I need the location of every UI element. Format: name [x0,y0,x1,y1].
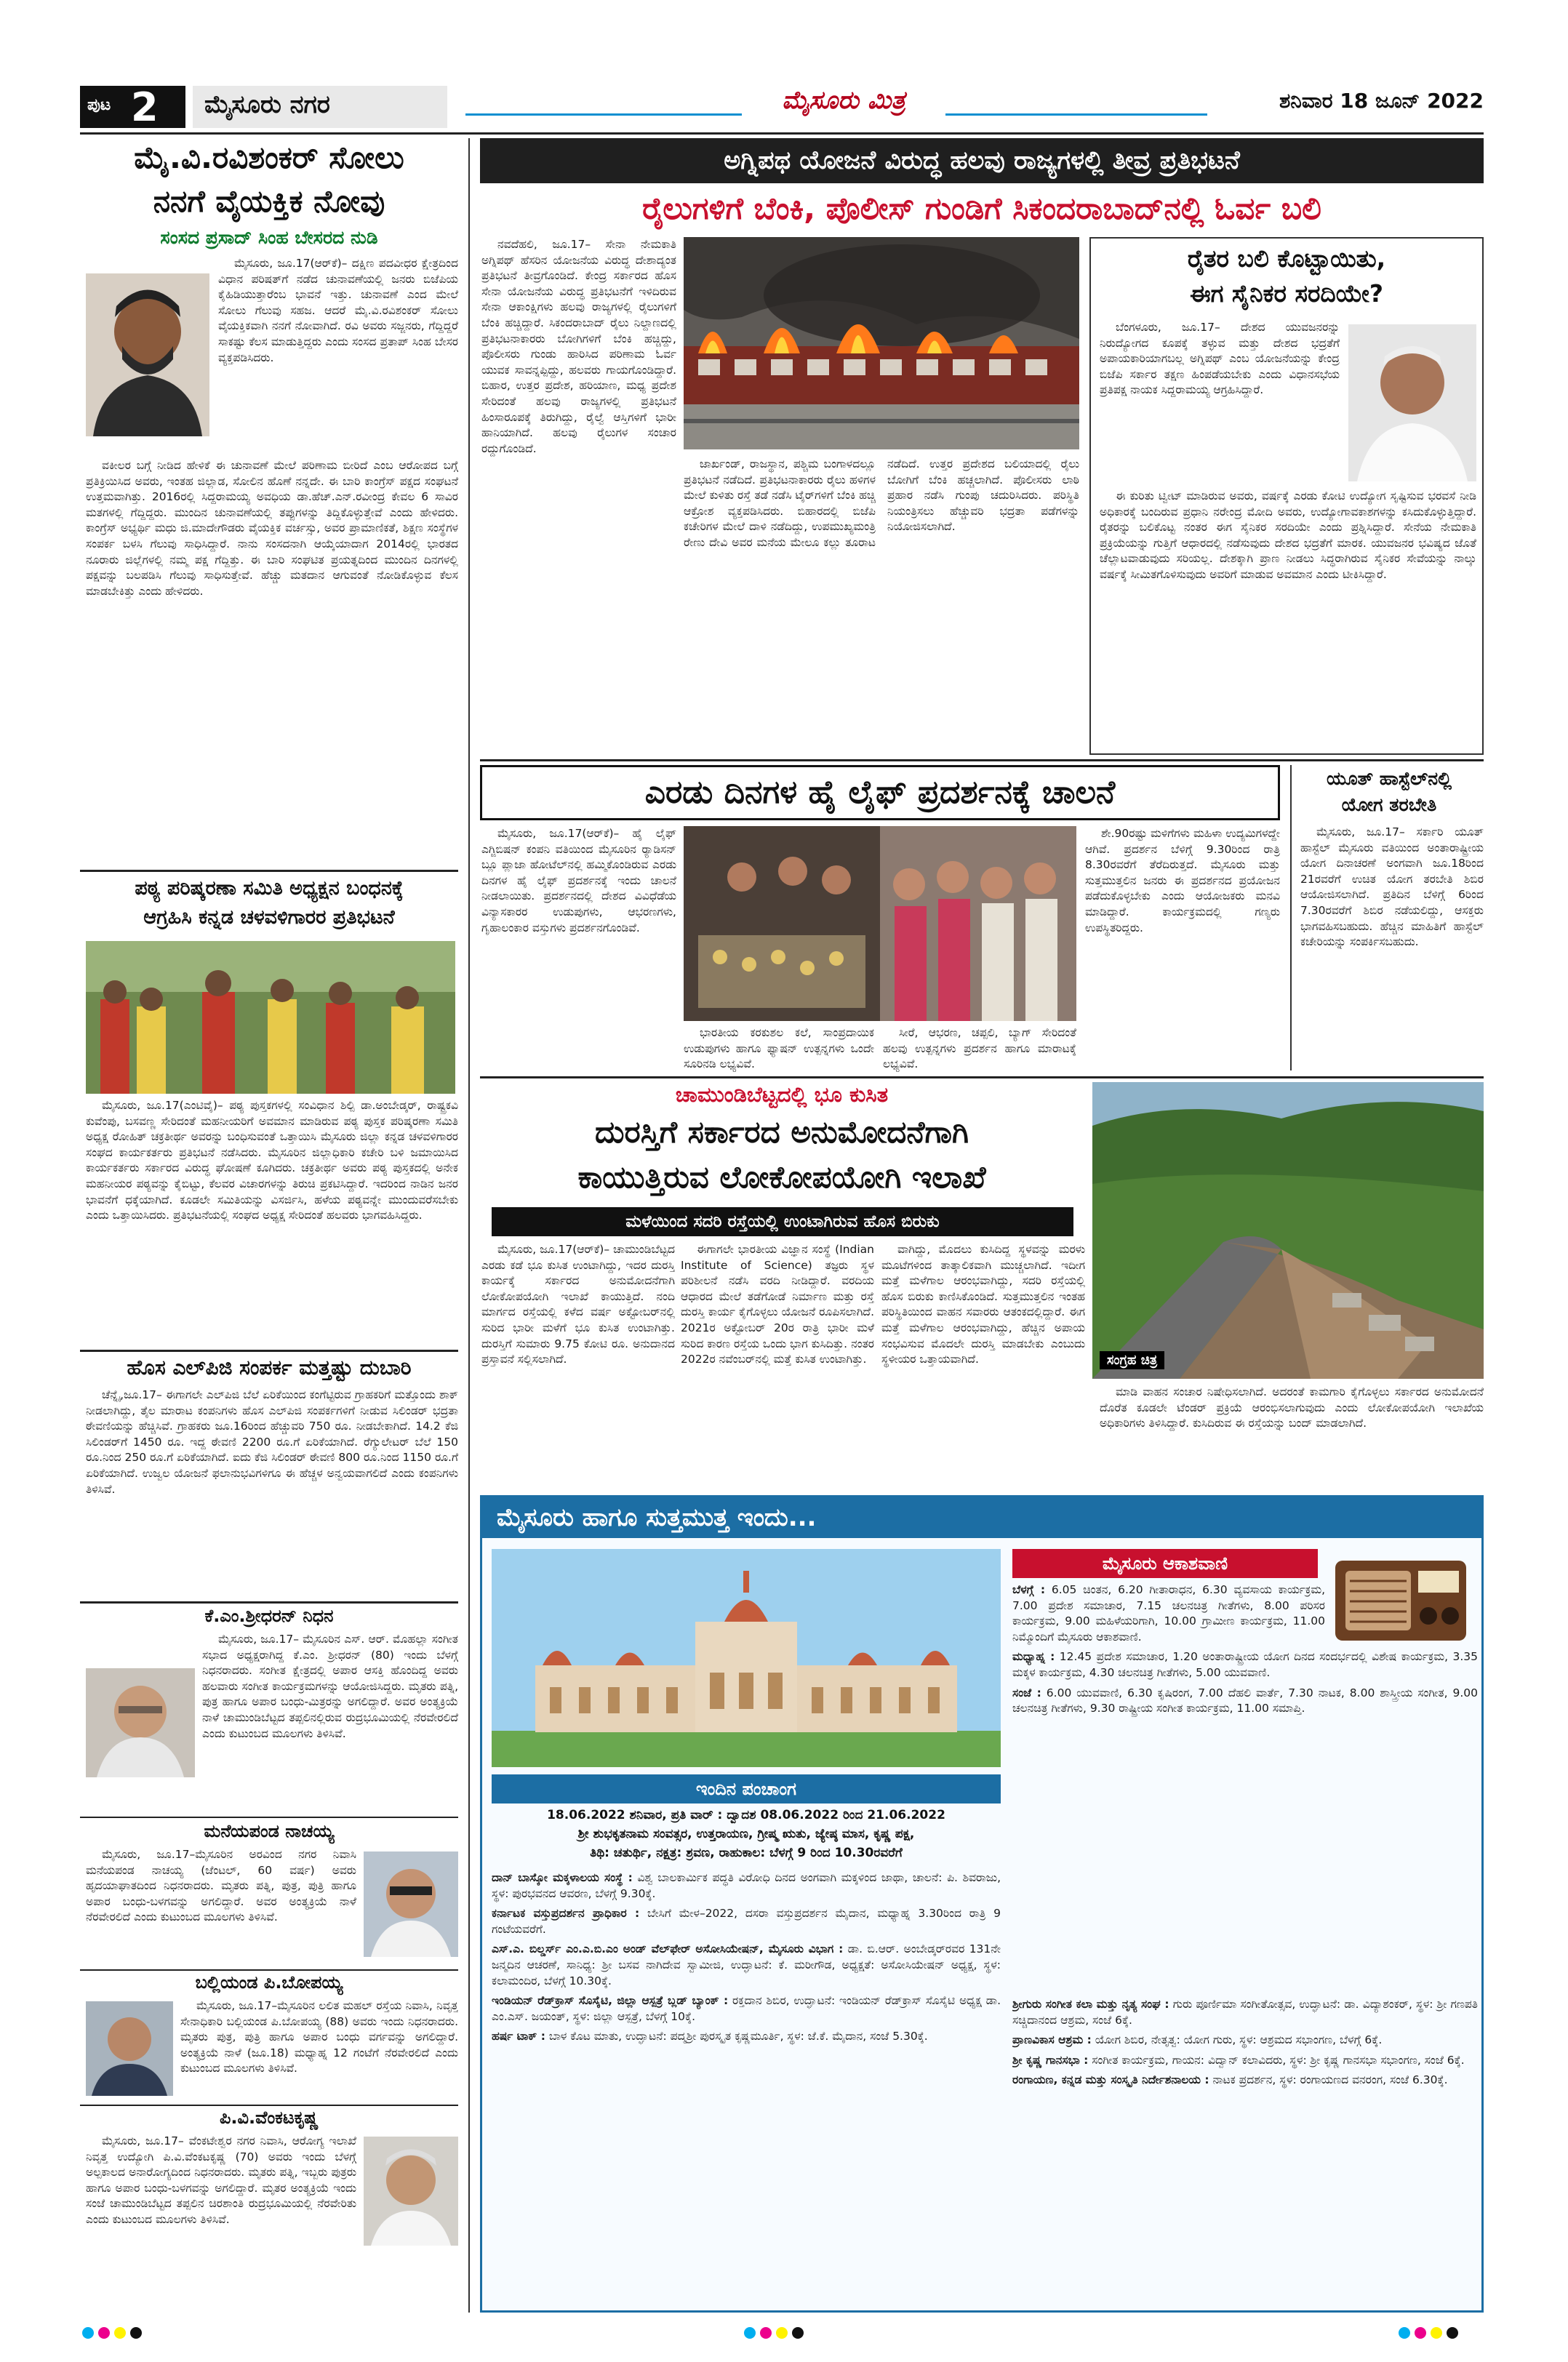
header-rule [80,132,1484,135]
black-dot [130,2327,142,2339]
landslide-road-icon [1092,1082,1484,1379]
hilife-title: ಎರಡು ದಿನಗಳ ಹೈ ಲೈಫ್ ಪ್ರದರ್ಶನಕ್ಕೆ ಚಾಲನೆ [644,774,1116,811]
side1-photo [1348,324,1476,481]
cyan-dot [1399,2327,1410,2339]
event-text: ಬಾಳ ಕೊಟ ಮಾತು, ಉದ್ಘಾಟನೆ: ಪದ್ಮಶ್ರೀ ಪುರಸ್ಕೃತ ಕೃಷ್ಣಮೂರ್ತಿ, ಸ್ಥಳ: ಜೆ.ಕೆ. ಮೈದಾನ, ಸಂಜೆ 5.30ಕ್ಕೆ. [548,2030,928,2043]
story3-body [86,1388,458,1598]
hilife-body-left-text: ಮೈಸೂರು, ಜೂ.17(ಆರ್‌ಕೆ)– ಹೈ ಲೈಫ್ ಎಗ್ಜಿಬಿಷನ್ ಕಂಪನಿ ವತಿಯಿಂದ ಮೈಸೂರಿನ ರ‍್ಯಾಡಿಸನ್ ಬ್ಲೂ ಪ್ಲಾಜಾ ಹೋಟೆಲ್‌ನಲ್ಲಿ ಹಮ್ಮಿಕೊಂಡಿರುವ ಎರಡು ದಿನಗಳ ಹೈ ಲೈಫ್ ಪ್ರದರ್ಶನಕ್ಕೆ ಇಂದು ಚಾಲನೆ ನೀಡಲಾಯಿತು. ಪ್ರದರ್ಶನದಲ್ಲಿ ದೇಶದ ವಿವಿಧೆಡೆಯ ವಿನ್ಯಾಸಕಾರರ ಉಡುಪುಗಳು, ಆಭರಣಗಳು, ಗೃಹಾಲಂಕಾರ ವಸ್ತುಗಳು ಪ್ರದರ್ಶನಗೊಂಡಿವೆ. [481,827,676,934]
obit3-body [86,1998,458,2102]
hilife-body-bottom-left-text: ಭಾರತೀಯ ಕರಕುಶಲ ಕಲೆ, ಸಾಂಪ್ರದಾಯಿಕ ಉಡುಪುಗಳು ಹಾಗೂ ಫ್ಯಾಷನ್ ಉತ್ಪನ್ನಗಳು ಒಂದೇ ಸೂರಿನಡಿ ಲಭ್ಯವಿವೆ. [684,1026,874,1071]
lead-body-left [481,237,676,753]
radio-text: 6.00 ಯುವವಾಣಿ, 6.30 ಕೃಷಿರಂಗ, 7.00 ದೆಹಲಿ ವಾರ್ತೆ, 7.30 ನಾಟಕ, 8.00 ಶಾಸ್ತ್ರೀಯ ಸಂಗೀತ, 9.00 ಚಲನಚಿತ್ರ ಗೀತೆಗಳು, 9.30 ರಾಷ್ಟ್ರೀಯ ಸಂಗೀತ ಕಾರ್ಯಕ್ರಮ, 11.00 ಸಮಾಪ್ತಿ. [1012,1686,1478,1716]
panchanga-title-bar [492,1774,1001,1803]
event-item [1012,2073,1478,2089]
registration-marks [80,2327,225,2345]
story-divider [80,870,458,872]
radio-text: 12.45 ಪ್ರದೇಶ ಸಮಾಚಾರ, 1.20 ಅಂತಾರಾಷ್ಟ್ರೀಯ ಯೋಗ ದಿನದ ಸಂದರ್ಭದಲ್ಲಿ ವಿಶೇಷ ಕಾರ್ಯಕ್ರಮ, 3.35 ಮಕ್ಕಳ ಕಾರ್ಯಕ್ರಮ, 4.30 ಚಲನಚಿತ್ರ ಗೀತೆಗಳು, 5.00 ಯುವವಾಣಿ. [1012,1650,1478,1679]
magenta-dot [98,2327,110,2339]
magenta-dot [760,2327,772,2339]
obit2-title: ಮನೆಯಪಂಡ ನಾಚಯ್ಯ [204,1821,335,1841]
event-item [1012,2033,1478,2049]
story-divider [80,1601,458,1604]
radio-item [1012,1582,1325,1645]
story1-photo [86,273,209,436]
hill-photo-caption: ಸಂಗ್ರಹ ಚಿತ್ರ [1100,1351,1164,1369]
page-number: 2 [131,84,159,130]
event-label: ಶ್ರೀ ಕೃಷ್ಣ ಗಾನಸಭಾ : [1012,2053,1089,2067]
lead-body-mid [684,457,1079,753]
event-item [492,1942,1001,1989]
hill-title-line2: ಕಾಯುತ್ತಿರುವ ಲೋಕೋಪಯೋಗಿ ಇಲಾಖೆ [577,1159,986,1195]
event-text: ಗುರು ಪೂರ್ಣಿಮಾ ಸಂಗೀತೋತ್ಸವ, ಉದ್ಘಾಟನೆ: ಡಾ. ವಿದ್ಯಾಶಂಕರ್, ಸ್ಥಳ: ಶ್ರೀ ಗಣಪತಿ ಸಚ್ಚಿದಾನಂದ ಆಶ್ರಮ, ಸಂಜೆ 6ಕ್ಕೆ. [1012,1998,1478,2027]
hill-col4-text: ಮಾಡಿ ವಾಹನ ಸಂಚಾರ ನಿಷೇಧಿಸಲಾಗಿದೆ. ಅದರಂತೆ ಕಾಮಗಾರಿ ಕೈಗೊಳ್ಳಲು ಸರ್ಕಾರದ ಅನುಮೋದನೆ ದೊರೆತ ಕೂಡಲೇ ಟೆಂಡರ್ ಪ್ರಕ್ರಿಯೆ ಆರಂಭಿಸಲಾಗುವುದು ಎಂದು ಲೋಕೋಪಯೋಗಿ ಇಲಾಖೆಯ ಅಧಿಕಾರಿಗಳು ತಿಳಿಸಿದ್ದಾರೆ. ಕುಸಿದಿರುವ ಈ ರಸ್ತೆಯನ್ನು ಬಂದ್ ಮಾಡಲಾಗಿದೆ. [1100,1385,1484,1430]
hilife-body-right [1085,826,1280,1053]
obit4-body [86,2134,458,2308]
story2-photo [86,941,455,1094]
hill-subtitle: ಮಳೆಯಿಂದ ಸದರಿ ರಸ್ತೆಯಲ್ಲಿ ಉಂಟಾಗಿರುವ ಹೊಸ ಬಿರುಕು [625,1212,940,1231]
registration-marks [1396,2327,1542,2345]
story1-body-text: ವಕೀಲರ ಬಗ್ಗೆ ನೀಡಿದ ಹೇಳಿಕೆ ಈ ಚುನಾವಣೆ ಮೇಲೆ ಪರಿಣಾಮ ಬೀರಿದೆ ಎಂಬ ಆರೋಪದ ಬಗ್ಗೆ ಪ್ರತಿಕ್ರಿಯಿಸಿದ ಅವರು, ಇಂತಹ ಜಿಲ್ಲಾಡ, ಸೋಲಿನ ಹೊಣೆ ನನ್ನದೇ. ಈ ಬಾರಿ ಕಾಂಗ್ರೆಸ್ ಪಕ್ಷದ ಸಂಘಟನೆ ಉತ್ತಮವಾಗಿತ್ತು. 2016ರಲ್ಲಿ ಸಿದ್ದರಾಮಯ್ಯ ಅವಧಿಯ ಡಾ.ಹೆಚ್.ಎನ್.ರವೀಂದ್ರ ಕೇವಲ 6 ಸಾವಿರ ಮತಗಳಲ್ಲಿ ಗೆದ್ದಿದ್ದರು. ಮುಂದಿನ ಚುನಾವಣೆಯಲ್ಲಿ ತಪ್ಪುಗಳನ್ನು ತಿದ್ದಿಕೊಳ್ಳುತ್ತೇವೆ ಎಂದು ಹೇಳಿದರು. ಕಾಂಗ್ರೆಸ್ ಅಭ್ಯರ್ಥಿ ಮಧು ಜಿ.ಮಾದೇಗೌಡರು ವೈಯಕ್ತಿಕ ವರ್ಚಸ್ಸು, ಅವರ ಪ್ರಾಮಾಣಿಕತೆ, ಶಿಕ್ಷಣ ಸಂಸ್ಥೆಗಳ ಸಂಪರ್ಕ ಬಳಸಿ ಗೆಲುವು ಸಾಧಿಸಿದ್ದಾರೆ. ನಾನು ಸಂಸದನಾಗಿ ಆಯ್ಕೆಯಾದಾಗ 2014ರಲ್ಲಿ ಭಾರತದ ನೂರಾರು ಜಿಲ್ಲೆಗಳಲ್ಲಿ ನಮ್ಮ ಪಕ್ಷ ಗೆದ್ದಿತ್ತು. ಈ ಬಾರಿ ಸಂಘಟಿತ ಪ್ರಯತ್ನದಿಂದ ಮುಂದಿನ ದಿನಗಳಲ್ಲಿ ಪಕ್ಷವನ್ನು ಬಲಪಡಿಸಿ ಗೆಲುವು ಸಾಧಿಸುತ್ತೇವೆ. ಹೆಚ್ಚು ಮತದಾನ ಆಗುವಂತೆ ನೋಡಿಕೊಳ್ಳುವ ಕೆಲಸ ಮಾಡಬೇಕಿತ್ತು ಎಂದು ಹೇಳಿದರು. [86,459,458,598]
event-text: ವಿಶ್ವ ಬಾಲಕಾರ್ಮಿಕ ಪದ್ಧತಿ ವಿರೋಧಿ ದಿನದ ಅಂಗವಾಗಿ ಮಕ್ಕಳಿಂದ ಜಾಥಾ, ಚಾಲನೆ: ಪಿ. ಶಿವರಾಜು, ಸ್ಥಳ: ಪುರಭವನದ ಆವರಣ, ಬೆಳಗ್ಗೆ 9.30ಕ್ಕೆ. [492,1871,1001,1900]
header-rule [945,113,1207,116]
event-text: ಸಂಗೀತ ಕಾರ್ಯಕ್ರಮ, ಗಾಯನ: ವಿದ್ವಾನ್ ಕಲಾವಿದರು, ಸ್ಥಳ: ಶ್ರೀ ಕೃಷ್ಣ ಗಾನಸಭಾ ಸಭಾಂಗಣ, ಸಂಜೆ 6ಕ್ಕೆ. [1092,2053,1465,2067]
story1-body [86,458,458,867]
side1-title-line1: ರೈತರ ಬಲಿ ಕೊಟ್ಟಾಯಿತು, [1187,244,1386,273]
hill-col2 [681,1242,874,1489]
event-text: ನಾಟಕ ಪ್ರದರ್ಶನ, ಸ್ಥಳ: ರಂಗಾಯಣದ ವನರಂಗ, ಸಂಜೆ 6.30ಕ್ಕೆ. [1212,2073,1448,2087]
hilife-title-box [480,765,1280,820]
lead-kicker: ಅಗ್ನಿಪಥ ಯೋಜನೆ ವಿರುದ್ಧ ಹಲವು ರಾಜ್ಯಗಳಲ್ಲಿ ತೀವ್ರ ಪ್ರತಿಭಟನೆ [724,146,1240,175]
palace-photo [492,1549,1001,1767]
radio-list [1012,1582,1478,1990]
yellow-dot [114,2327,126,2339]
story2-title-line1: ಪಠ್ಯ ಪರಿಷ್ಕರಣಾ ಸಮಿತಿ ಅಧ್ಯಕ್ಷನ ಬಂಧನಕ್ಕೆ [135,877,404,900]
event-item [1012,1997,1478,2028]
obit1-body [86,1632,458,1814]
radio-label: ಮಧ್ಯಾಹ್ನ : [1012,1650,1055,1664]
radio-item [1012,1686,1478,1717]
column-separator [468,138,470,2313]
story-divider [80,1969,458,1971]
person-photo-icon [1348,324,1476,481]
event-label: ದಾನ್ ಬಾಸ್ಕೋ ಮಕ್ಕಳಾಲಯ ಸಂಸ್ಥೆ : [492,1871,633,1884]
story-divider [80,1817,458,1818]
section-name: ಮೈಸೂರು ನಗರ [193,86,447,128]
header-rule [465,113,742,116]
radio-title-bar [1012,1549,1318,1578]
hilife-photo [684,826,1076,1021]
magenta-dot [1415,2327,1426,2339]
page-label: ಪುಟ [87,96,111,114]
event-text: ರಕ್ತದಾನ ಶಿಬಿರ, ಉದ್ಘಾಟನೆ: ಇಂಡಿಯನ್ ರೆಡ್‌ಕ್ರಾಸ್ ಸೊಸೈಟಿ ಅಧ್ಯಕ್ಷ ಡಾ. ಎಂ.ಎಸ್. ಜಯಂತ್, ಸ್ಥಳ: ಜಿಲ್ಲಾ ಆಸ್ಪತ್ರೆ, ಬೆಳಗ್ಗೆ 10ಕ್ಕೆ. [492,1994,1001,2023]
today-events-right [1012,1997,1478,2307]
obit2-body [86,1847,458,1966]
hill-col3 [881,1242,1085,1489]
hill-col3-text: ವಾಗಿದ್ದು, ಮೊದಲು ಕುಸಿದಿದ್ದ ಸ್ಥಳವನ್ನು ಮರಳು ಮೂಟೆಗಳಿಂದ ತಾತ್ಕಾಲಿಕವಾಗಿ ಮುಚ್ಚಲಾಗಿದೆ. ಇದೀಗ ಮತ್ತೆ ಮಳೆಗಾಲ ಆರಂಭವಾಗಿದ್ದು, ಸದರಿ ರಸ್ತೆಯಲ್ಲಿ ಹೊಸ ಬಿರುಕು ಕಾಣಿಸಿಕೊಂಡಿದೆ. ಸುತ್ತಮುತ್ತಲಿನ ಇಂತಹ ಪರಿಸ್ಥಿತಿಯಿಂದ ವಾಹನ ಸವಾರರು ಆತಂಕದಲ್ಲಿದ್ದಾರೆ. ಈಗ ಮತ್ತೆ ಮಳೆಗಾಲ ಆರಂಭವಾಗಿದ್ದು, ಹೆಚ್ಚಿನ ಅಪಾಯ ಸಂಭವಿಸುವ ಮೊದಲೇ ದುರಸ್ತಿ ಮಾಡಬೇಕು ಎಂಬುದು ಸ್ಥಳೀಯರ ಒತ್ತಾಯವಾಗಿದೆ. [881,1243,1085,1366]
event-item [492,2029,1001,2045]
masthead: ಮೈಸೂರು ಮಿತ್ರ [782,86,905,115]
story1-lead [218,256,458,457]
story3-title: ಹೊಸ ಎಲ್‌ಪಿಜಿ ಸಂಪರ್ಕ ಮತ್ತಷ್ಟು ದುಬಾರಿ [127,1356,412,1380]
event-item [492,1993,1001,2025]
obit4-photo [364,2137,458,2246]
hill-col2-text: ಈಗಾಗಲೇ ಭಾರತೀಯ ವಿಜ್ಞಾನ ಸಂಸ್ಥೆ (Indian Institute of Science) ತಜ್ಞರು ಸ್ಥಳ ಪರಿಶೀಲನೆ ನಡೆಸಿ ವರದಿ ನೀಡಿದ್ದಾರೆ. ವರದಿಯ ಆಧಾರದ ಮೇಲೆ ತಡೆಗೋಡೆ ನಿರ್ಮಾಣ ಮತ್ತು ರಸ್ತೆ ದುರಸ್ತಿ ಕಾರ್ಯ ಕೈಗೊಳ್ಳಲು ಯೋಜನೆ ರೂಪಿಸಲಾಗಿದೆ. 2021ರ ಅಕ್ಟೋಬರ್ 20ರ ರಾತ್ರಿ ಭಾರೀ ಮಳೆ ಸುರಿದ ಕಾರಣ ರಸ್ತೆಯ ಒಂದು ಭಾಗ ಕುಸಿದಿತ್ತು. ನಂತರ 2022ರ ನವೆಂಬರ್‌ನಲ್ಲಿ ಮತ್ತೆ ಕುಸಿತ ಉಂಟಾಗಿತ್ತು. [681,1243,874,1366]
protest-photo-icon [86,941,455,1094]
event-label: ಪ್ರಾಣವಿಕಾಸ ಆಶ್ರಮ : [1012,2033,1092,2047]
event-label: ಇಂಡಿಯನ್ ರೆಡ್‌ಕ್ರಾಸ್ ಸೊಸೈಟಿ, ಜಿಲ್ಲಾ ಆಸ್ಪತ್ರೆ ಬ್ಲಡ್ ಬ್ಯಾಂಕ್ : [492,1994,729,2008]
event-label: ರಂಗಾಯಣ, ಕನ್ನಡ ಮತ್ತು ಸಂಸ್ಕೃತಿ ನಿರ್ದೇಶನಾಲಯ : [1012,2073,1209,2087]
obit1-photo [86,1668,195,1777]
mysore-palace-icon [492,1549,1001,1767]
event-text: ಡಾ. ಬಿ.ಆರ್. ಅಂಬೇಡ್ಕರ್‌ರವರ 131ನೇ ಜನ್ಮದಿನ ಆಚರಣೆ, ಸಾನಿಧ್ಯ: ಶ್ರೀ ಬಸವ ನಾಗಿದೇವ ಸ್ವಾಮೀಜಿ, ಉದ್ಘಾಟನೆ: ಕೆ. ಮರೀಗೌಡ, ಅಧ್ಯಕ್ಷತೆ: ಅಸೋಸಿಯೇಷನ್ ಅಧ್ಯಕ್ಷ, ಸ್ಥಳ: ಕಲಾಮಂದಿರ, ಬೆಳಗ್ಗೆ 10.30ಕ್ಕೆ. [492,1942,1001,1987]
side1-body1-text: ಬೆಂಗಳೂರು, ಜೂ.17– ದೇಶದ ಯುವಜನರನ್ನು ನಿರುದ್ಯೋಗದ ಕೂಪಕ್ಕೆ ತಳ್ಳುವ ಮತ್ತು ದೇಶದ ಭದ್ರತೆಗೆ ಅಪಾಯಕಾರಿಯಾಗಬಲ್ಲ ಅಗ್ನಿಪಥ್ ಎಂಬ ಯೋಜನೆಯನ್ನು ಕೇಂದ್ರ ಬಿಜೆಪಿ ಸರ್ಕಾರ ತಕ್ಷಣ ಹಿಂಪಡೆಯಬೇಕು ಎಂದು ವಿಧಾನಸಭೆಯ ಪ್ರತಿಪಕ್ಷ ನಾಯಕ ಸಿದ್ದರಾಮಯ್ಯ ಆಗ್ರಹಿಸಿದ್ದಾರೆ. [1100,321,1340,397]
obit4-body-text: ಮೈಸೂರು, ಜೂ.17– ವೆಂಕಟೇಶ್ವರ ನಗರ ನಿವಾಸಿ, ಆರೋಗ್ಯ ಇಲಾಖೆ ನಿವೃತ್ತ ಉದ್ಯೋಗಿ ಪಿ.ವಿ.ವೆಂಕಟಕೃಷ್ಣ (70) ಅವರು ಇಂದು ಬೆಳಗ್ಗೆ ಅಲ್ಪಕಾಲದ ಅನಾರೋಗ್ಯದಿಂದ ನಿಧನರಾದರು. ಮೃತರು ಪತ್ನಿ, ಇಬ್ಬರು ಪುತ್ರರು ಹಾಗೂ ಅಪಾರ ಬಂಧು-ಬಳಗವನ್ನು ಅಗಲಿದ್ದಾರೆ. ಮೃತರ ಅಂತ್ಯಕ್ರಿಯೆ ಇಂದು ಸಂಜೆ ಚಾಮುಂಡಿಬೆಟ್ಟದ ತಪ್ಪಲಿನ ಚಿರಶಾಂತಿ ರುದ್ರಭೂಮಿಯಲ್ಲಿ ನೆರವೇರಿತು ಎಂದು ಕುಟುಂಬದ ಮೂಲಗಳು ತಿಳಿಸಿವೆ. [86,2134,356,2226]
hill-subtitle-bar [492,1207,1073,1236]
yoga-title-line2: ಯೋಗ ತರಬೇತಿ [1341,794,1437,815]
lead-body-mid-text: ಜಾರ್ಖಂಡ್, ರಾಜಸ್ಥಾನ, ಪಶ್ಚಿಮ ಬಂಗಾಳದಲ್ಲೂ ಪ್ರತಿಭಟನೆ ನಡೆದಿದೆ. ಪ್ರತಿಭಟನಾಕಾರರು ರೈಲು ಹಳಿಗಳ ಮೇಲೆ ಕುಳಿತು ರಸ್ತೆ ತಡೆ ನಡೆಸಿ ಟೈರ್‌ಗಳಿಗೆ ಬೆಂಕಿ ಹಚ್ಚಿ ಆಕ್ರೋಶ ವ್ಯಕ್ತಪಡಿಸಿದರು. ಬಿಹಾರದಲ್ಲಿ ಬಿಜೆಪಿ ಕಚೇರಿಗಳ ಮೇಲೆ ದಾಳಿ ನಡೆದಿದ್ದು, ಉಪಮುಖ್ಯಮಂತ್ರಿ ರೇಣು ದೇವಿ ಅವರ ಮನೆಯ ಮೇಲೂ ಕಲ್ಲು ತೂರಾಟ ನಡೆದಿದೆ. ಉತ್ತರ ಪ್ರದೇಶದ ಬಲಿಯಾದಲ್ಲಿ ರೈಲು ಬೋಗಿಗೆ ಬೆಂಕಿ ಹಚ್ಚಲಾಗಿದೆ. ಪೊಲೀಸರು ಲಾಠಿ ಪ್ರಹಾರ ನಡೆಸಿ ಗುಂಪು ಚದುರಿಸಿದರು. ಪರಿಸ್ಥಿತಿ ನಿಯಂತ್ರಿಸಲು ಹೆಚ್ಚುವರಿ ಭದ್ರತಾ ಪಡೆಗಳನ್ನು ನಿಯೋಜಿಸಲಾಗಿದೆ. [684,457,1079,549]
event-item [492,1906,1001,1937]
event-label: ಹರ್ಷ ಟಾಕ್ : [492,2030,545,2043]
yoga-body-text: ಮೈಸೂರು, ಜೂ.17– ಸರ್ಕಾರಿ ಯೂತ್ ಹಾಸ್ಟೆಲ್ ಮೈಸೂರು ವತಿಯಿಂದ ಅಂತಾರಾಷ್ಟ್ರೀಯ ಯೋಗ ದಿನಾಚರಣೆ ಅಂಗವಾಗಿ ಜೂ.18ರಿಂದ 21ರವರೆಗೆ ಉಚಿತ ಯೋಗ ತರಬೇತಿ ಶಿಬಿರ ಆಯೋಜಿಸಲಾಗಿದೆ. ಪ್ರತಿದಿನ ಬೆಳಿಗ್ಗೆ 6ರಿಂದ 7.30ರವರೆಗೆ ಶಿಬಿರ ನಡೆಯಲಿದ್ದು, ಆಸಕ್ತರು ಭಾಗವಹಿಸಬಹುದು. ಹೆಚ್ಚಿನ ಮಾಹಿತಿಗೆ ಹಾಸ್ಟೆಲ್ ಕಚೇರಿಯನ್ನು ಸಂಪರ್ಕಿಸಬಹುದು. [1300,825,1484,949]
obit1-title: ಕೆ.ಎಂ.ಶ್ರೀಧರನ್ ನಿಧನ [204,1606,334,1626]
person-photo-icon [86,273,209,436]
burning-train-icon [684,237,1079,449]
side1-body1 [1100,320,1340,487]
hill-kicker: ಚಾಮುಂಡಿಬೆಟ್ಟದಲ್ಲಿ ಭೂ ಕುಸಿತ [675,1082,889,1107]
person-photo-icon [364,2137,458,2246]
story1-title-line2: ನನಗೆ ವೈಯಕ್ತಿಕ ನೋವು [153,183,385,219]
panchanga-title: ಇಂದಿನ ಪಂಚಾಂಗ [696,1779,796,1799]
event-text: ಯೋಗ ಶಿಬಿರ, ನೇತೃತ್ವ: ಯೋಗ ಗುರು, ಸ್ಥಳ: ಆಶ್ರಮದ ಸಭಾಂಗಣ, ಬೆಳಗ್ಗೆ 6ಕ್ಕೆ. [1095,2033,1383,2047]
today-banner [482,1497,1481,1538]
yellow-dot [1431,2327,1442,2339]
black-dot [792,2327,804,2339]
yoga-title-line1: ಯೂತ್ ಹಾಸ್ಟೆಲ್‌ನಲ್ಲಿ [1326,768,1452,789]
story2-body-text: ಮೈಸೂರು, ಜೂ.17(ಎಂಟಿವೈ)– ಪಠ್ಯ ಪುಸ್ತಕಗಳಲ್ಲಿ ಸಂವಿಧಾನ ಶಿಲ್ಪಿ ಡಾ.ಅಂಬೇಡ್ಕರ್, ರಾಷ್ಟ್ರಕವಿ ಕುವೆಂಪು, ಬಸವಣ್ಣ ಸೇರಿದಂತೆ ಮಹನೀಯರಿಗೆ ಅವಮಾನ ಮಾಡಿರುವ ಪಠ್ಯ ಪುಸ್ತಕ ಪರಿಷ್ಕರಣಾ ಸಮಿತಿ ಅಧ್ಯಕ್ಷ ರೋಹಿತ್ ಚಕ್ರತೀರ್ಥ ಅವರನ್ನು ಬಂಧಿಸುವಂತೆ ಒತ್ತಾಯಿಸಿ ಮೈಸೂರು ಜಿಲ್ಲಾ ಕನ್ನಡ ಚಳವಳಿಗಾರರ ಸಂಘದ ಕಾರ್ಯಕರ್ತರು ಪ್ರತಿಭಟನೆ ನಡೆಸಿದರು. ಮೈಸೂರಿನ ಜಿಲ್ಲಾಧಿಕಾರಿ ಕಚೇರಿ ಬಳಿ ಜಮಾಯಿಸಿದ ಕಾರ್ಯಕರ್ತರು ಸರ್ಕಾರದ ವಿರುದ್ಧ ಘೋಷಣೆ ಕೂಗಿದರು. ಚಕ್ರತೀರ್ಥ ಅವರು ಪಠ್ಯ ಪುಸ್ತಕದಲ್ಲಿ ಅನೇಕ ಮಹನೀಯರ ಪಠ್ಯವನ್ನು ಕೈಬಿಟ್ಟು, ಕೆಲವರ ವಿಚಾರಗಳನ್ನು ತಿರುಚಿ ಪ್ರಕಟಿಸಿದ್ದಾರೆ. ಇದರಿಂದ ನಾಡಿನ ಜನರ ಭಾವನೆಗೆ ಧಕ್ಕೆಯಾಗಿದೆ. ಕೂಡಲೇ ಸಮಿತಿಯನ್ನು ವಿಸರ್ಜಿಸಿ, ಹಳೆಯ ಪಠ್ಯವನ್ನೇ ಮುಂದುವರೆಸಬೇಕು ಎಂದು ಒತ್ತಾಯಿಸಿದರು. ಪ್ರತಿಭಟನೆಯಲ್ಲಿ ಸಂಘದ ಅಧ್ಯಕ್ಷ ಸೇರಿದಂತೆ ಹಲವರು ಭಾಗವಹಿಸಿದ್ದರು. [86,1099,458,1222]
obit1-body-text: ಮೈಸೂರು, ಜೂ.17– ಮೈಸೂರಿನ ಎಸ್. ಆರ್. ಮೊಹಲ್ಲಾ ಸಂಗೀತ ಸಭಾದ ಅಧ್ಯಕ್ಷರಾಗಿದ್ದ ಕೆ.ಎಂ. ಶ್ರೀಧರನ್ (80) ಇಂದು ಬೆಳಗ್ಗೆ ನಿಧನರಾದರು. ಸಂಗೀತ ಕ್ಷೇತ್ರದಲ್ಲಿ ಅಪಾರ ಆಸಕ್ತಿ ಹೊಂದಿದ್ದ ಅವರು ಹಲವಾರು ಸಂಗೀತ ಕಾರ್ಯಕ್ರಮಗಳನ್ನು ಆಯೋಜಿಸಿದ್ದರು. ಮೃತರು ಪತ್ನಿ, ಪುತ್ರ ಹಾಗೂ ಅಪಾರ ಬಂಧು-ಮಿತ್ರರನ್ನು ಅಗಲಿದ್ದಾರೆ. ಅವರ ಅಂತ್ಯಕ್ರಿಯೆ ನಾಳೆ ಚಾಮುಂಡಿಬೆಟ್ಟದ ತಪ್ಪಲಿನಲ್ಲಿರುವ ರುದ್ರಭೂಮಿಯಲ್ಲಿ ನೆರವೇರಲಿದೆ ಎಂದು ಕುಟುಂಬದ ಮೂಲಗಳು ತಿಳಿಸಿವೆ. [202,1633,458,1740]
hill-col4 [1100,1385,1484,1489]
panchanga-line3: ತಿಥಿ: ಚತುರ್ಥಿ, ನಕ್ಷತ್ರ: ಶ್ರವಣ, ರಾಹುಕಾಲ: ಬೆಳಗ್ಗೆ 9 ರಿಂದ 10.30ರವರೆಗೆ [590,1846,903,1860]
page-date: ಶನಿವಾರ 18 ಜೂನ್ 2022 [1279,89,1484,113]
story-divider [480,1076,1484,1078]
today-banner-text: ಮೈಸೂರು ಹಾಗೂ ಸುತ್ತಮುತ್ತ ಇಂದು... [497,1503,817,1532]
side1-title-line2: ಈಗ ಸೈನಿಕರ ಸರದಿಯೇ? [1189,279,1384,308]
hill-col1-text: ಮೈಸೂರು, ಜೂ.17(ಆರ್‌ಕೆ)– ಚಾಮುಂಡಿಬೆಟ್ಟದ ಎರಡು ಕಡೆ ಭೂ ಕುಸಿತ ಉಂಟಾಗಿದ್ದು, ಇದರ ದುರಸ್ತಿ ಕಾರ್ಯಕ್ಕೆ ಸರ್ಕಾರದ ಅನುಮೋದನೆಗಾಗಿ ಲೋಕೋಪಯೋಗಿ ಇಲಾಖೆ ಕಾಯುತ್ತಿದೆ. ನಂದಿ ಮಾರ್ಗದ ರಸ್ತೆಯಲ್ಲಿ ಕಳೆದ ವರ್ಷ ಅಕ್ಟೋಬರ್‌ನಲ್ಲಿ ಸುರಿದ ಭಾರೀ ಮಳೆಗೆ ಭೂ ಕುಸಿತ ಉಂಟಾಗಿತ್ತು. ದುರಸ್ತಿಗೆ ಸುಮಾರು 9.75 ಕೋಟಿ ರೂ. ಅನುದಾನದ ಪ್ರಸ್ತಾವನೆ ಸಲ್ಲಿಸಲಾಗಿದೆ. [481,1243,675,1366]
story-divider [480,759,1484,761]
radio-text: 6.05 ಚಿಂತನ, 6.20 ಗೀತಾರಾಧನ, 6.30 ವ್ಯವಸಾಯ ಕಾರ್ಯಕ್ರಮ, 7.00 ಪ್ರದೇಶ ಸಮಾಚಾರ, 7.15 ಚಲನಚಿತ್ರ ಗೀತೆಗಳು, 8.00 ಪರಿಸರ ಕಾರ್ಯಕ್ರಮ, 9.00 ಮಹಿಳೆಯರಿಗಾಗಿ, 10.00 ಗ್ರಾಮೀಣ ಕಾರ್ಯಕ್ರಮ, 11.00 ನಿಮ್ಮೊಂದಿಗೆ ಮೈಸೂರು ಆಕಾಶವಾಣಿ. [1012,1583,1325,1644]
event-item [1012,2053,1478,2069]
exhibition-photo-icon [684,826,1076,1021]
column-separator [1290,765,1292,1070]
hill-title-line1: ದುರಸ್ತಿಗೆ ಸರ್ಕಾರದ ಅನುಮೋದನೆಗಾಗಿ [595,1114,969,1150]
today-events-left [492,1870,1001,2307]
hilife-body-right-text: ಶೇ.90ರಷ್ಟು ಮಳಿಗೆಗಳು ಮಹಿಳಾ ಉದ್ಯಮಿಗಳದ್ದೇ ಆಗಿವೆ. ಪ್ರದರ್ಶನ ಬೆಳಿಗ್ಗೆ 9.30ರಿಂದ ರಾತ್ರಿ 8.30ರವರೆಗೆ ತೆರೆದಿರುತ್ತದೆ. ಮೈಸೂರು ಮತ್ತು ಸುತ್ತಮುತ್ತಲಿನ ಜನರು ಈ ಪ್ರದರ್ಶನದ ಪ್ರಯೋಜನ ಪಡೆದುಕೊಳ್ಳಬೇಕು ಎಂದು ಆಯೋಜಕರು ಮನವಿ ಮಾಡಿದ್ದಾರೆ. ಕಾರ್ಯಕ್ರಮದಲ್ಲಿ ಗಣ್ಯರು ಉಪಸ್ಥಿತರಿದ್ದರು. [1085,827,1280,934]
obit3-body-text: ಮೈಸೂರು, ಜೂ.17–ಮೈಸೂರಿನ ಲಲಿತ ಮಹಲ್ ರಸ್ತೆಯ ನಿವಾಸಿ, ನಿವೃತ್ತ ಸೇನಾಧಿಕಾರಿ ಬಲ್ಲಿಯಂಡ ಪಿ.ಬೋಪಯ್ಯ (88) ಅವರು ಇಂದು ನಿಧನರಾದರು. ಮೃತರು ಪುತ್ರ, ಪುತ್ರಿ ಹಾಗೂ ಅಪಾರ ಬಂಧು ವರ್ಗವನ್ನು ಅಗಲಿದ್ದಾರೆ. ಅಂತ್ಯಕ್ರಿಯೆ ನಾಳೆ (ಜೂ.18) ಮಧ್ಯಾಹ್ನ 12 ಗಂಟೆಗೆ ನೆರವೇರಲಿದೆ ಎಂದು ಕುಟುಂಬದ ಮೂಲಗಳು ತಿಳಿಸಿವೆ. [180,1999,458,2075]
hilife-body-bottom-left [684,1025,874,1072]
hilife-body-bottom-right-text: ಸೀರೆ, ಆಭರಣ, ಚಪ್ಪಲಿ, ಬ್ಯಾಗ್ ಸೇರಿದಂತೆ ಹಲವು ಉತ್ಪನ್ನಗಳು ಪ್ರದರ್ಶನ ಹಾಗೂ ಮಾರಾಟಕ್ಕೆ ಲಭ್ಯವಿವೆ. [883,1026,1076,1071]
story1-title-line1: ಮೈ.ವಿ.ರವಿಶಂಕರ್ ಸೋಲು [134,140,404,175]
story-divider [80,2105,458,2106]
story3-body-text: ಚೆನ್ನೈ,ಜೂ.17– ಈಗಾಗಲೇ ಎಲ್‌ಪಿಜಿ ಬೆಲೆ ಏರಿಕೆಯಿಂದ ಕಂಗೆಟ್ಟಿರುವ ಗ್ರಾಹಕರಿಗೆ ಮತ್ತೊಂದು ಶಾಕ್ ನೀಡಲಾಗಿದ್ದು, ತೈಲ ಮಾರಾಟ ಕಂಪನಿಗಳು ಹೊಸ ಎಲ್‌ಪಿಜಿ ಸಂಪರ್ಕಗಳಿಗೆ ನೀಡುವ ಸಿಲಿಂಡರ್ ಭದ್ರತಾ ಠೇವಣಿಯನ್ನು ಹೆಚ್ಚಿಸಿವೆ. ಗ್ರಾಹಕರು ಜೂ.16ರಿಂದ ಹೆಚ್ಚುವರಿ 750 ರೂ. ನೀಡಬೇಕಾಗಿದೆ. 14.2 ಕೆಜಿ ಸಿಲಿಂಡರ್‌ಗೆ 1450 ರೂ. ಇದ್ದ ಠೇವಣಿ 2200 ರೂ.ಗೆ ಏರಿಕೆಯಾಗಿದೆ. ರೆಗ್ಯುಲೇಟರ್ ಬೆಲೆ 150 ರೂ.ನಿಂದ 250 ರೂ.ಗೆ ಏರಿಕೆಯಾಗಿದೆ. ಐದು ಕೆಜಿ ಸಿಲಿಂಡರ್ ಠೇವಣಿ 800 ರೂ.ನಿಂದ 1150 ರೂ.ಗೆ ಏರಿಕೆಯಾಗಿದೆ. ಉಜ್ವಲ ಯೋಜನೆ ಫಲಾನುಭವಿಗಳಿಗೂ ಈ ಹೆಚ್ಚಳ ಅನ್ವಯವಾಗಲಿದೆ ಎಂದು ಕಂಪನಿಗಳು ತಿಳಿಸಿವೆ. [86,1388,458,1496]
obit3-title: ಬಲ್ಲಿಯಂಡ ಪಿ.ಬೋಪಯ್ಯ [195,1972,343,1993]
cyan-dot [82,2327,94,2339]
hill-col1 [481,1242,675,1489]
person-photo-icon [86,1668,195,1777]
panchanga-line1: 18.06.2022 ಶನಿವಾರ, ಪ್ರತಿ ವಾರ್ : ದ್ವಾದಶ 08.06.2022 ರಿಂದ 21.06.2022 [547,1808,945,1822]
event-text: ಬೇಸಿಗೆ ಮೇಳ–2022, ದಸರಾ ವಸ್ತುಪ್ರದರ್ಶನ ಮೈದಾನ, ಮಧ್ಯಾಹ್ನ 3.30ರಿಂದ ರಾತ್ರಿ 9 ಗಂಟೆಯವರೆಗೆ. [492,1907,1001,1936]
obit4-title: ಪಿ.ವಿ.ವೆಂಕಟಕೃಷ್ಣ [220,2107,319,2128]
hill-photo [1092,1082,1484,1379]
cyan-dot [744,2327,756,2339]
side1-body2 [1100,489,1476,749]
obit2-photo [364,1851,458,1957]
event-item [492,1870,1001,1902]
lead-kicker-bar [480,138,1484,183]
obit3-photo [86,2001,173,2096]
person-photo-icon [86,2001,173,2096]
story-divider [80,1350,458,1352]
hilife-body-left [481,826,676,1053]
obit2-body-text: ಮೈಸೂರು, ಜೂ.17–ಮೈಸೂರಿನ ಅರವಿಂದ ನಗರ ನಿವಾಸಿ ಮನೆಯಪಂಡ ನಾಚಯ್ಯ (ಜೆಂಟಲ್, 60 ವರ್ಷ) ಅವರು ಹೃದಯಾಘಾತದಿಂದ ನಿಧನರಾದರು. ಮೃತರು ಪತ್ನಿ, ಪುತ್ರ, ಪುತ್ರಿ ಹಾಗೂ ಅಪಾರ ಬಂಧು-ಬಳಗವನ್ನು ಅಗಲಿದ್ದಾರೆ. ಅವರ ಅಂತ್ಯಕ್ರಿಯೆ ನಾಳೆ ನೆರವೇರಲಿದೆ ಎಂದು ಕುಟುಂಬದ ಮೂಲಗಳು ತಿಳಿಸಿವೆ. [86,1848,356,1924]
radio-title: ಮೈಸೂರು ಆಕಾಶವಾಣಿ [1102,1553,1228,1574]
story1-lead-text: ಮೈಸೂರು, ಜೂ.17(ಆರ್‌ಕೆ)– ದಕ್ಷಿಣ ಪದವೀಧರ ಕ್ಷೇತ್ರದಿಂದ ವಿಧಾನ ಪರಿಷತ್‌ಗೆ ನಡೆದ ಚುನಾವಣೆಯಲ್ಲಿ ಜನರು ಬಿಜೆಪಿಯ ಕೈಹಿಡಿಯುತ್ತಾರೆಂಬ ಭಾವನೆ ಇತ್ತು. ಚುನಾವಣೆ ಎಂದ ಮೇಲೆ ಸೋಲು ಗೆಲುವು ಸಹಜ. ಆದರೆ ಮೈ.ವಿ.ರವಿಶಂಕರ್ ಸೋಲು ವೈಯಕ್ತಿಕವಾಗಿ ನನಗೆ ನೋವಾಗಿದೆ. ರವಿ ಅವರು ಸಜ್ಜನರು, ಗೆದ್ದಿದ್ದರೆ ಸಾಕಷ್ಟು ಕೆಲಸ ಮಾಡುತ್ತಿದ್ದರು ಎಂದು ಸಂಸದ ಪ್ರತಾಪ್ ಸಿಂಹ ಬೇಸರ ವ್ಯಕ್ತಪಡಿಸಿದರು. [218,257,458,364]
person-photo-icon [364,1851,458,1957]
radio-label: ಸಂಜೆ : [1012,1686,1041,1700]
radio-item [1012,1649,1478,1681]
side1-body2-text: ಈ ಕುರಿತು ಟ್ವೀಟ್ ಮಾಡಿರುವ ಅವರು, ವರ್ಷಕ್ಕೆ ಎರಡು ಕೋಟಿ ಉದ್ಯೋಗ ಸೃಷ್ಟಿಸುವ ಭರವಸೆ ನೀಡಿ ಅಧಿಕಾರಕ್ಕೆ ಬಂದಿರುವ ಪ್ರಧಾನಿ ನರೇಂದ್ರ ಮೋದಿ ಅವರು, ಉದ್ಯೋಗಾವಕಾಶಗಳನ್ನು ಕಸಿದುಕೊಳ್ಳುತ್ತಿದ್ದಾರೆ. ರೈತರನ್ನು ಬಲಿಕೊಟ್ಟ ನಂತರ ಈಗ ಸೈನಿಕರ ಸರದಿಯೇ ಎಂದು ಪ್ರಶ್ನಿಸಿದ್ದಾರೆ. ಸೇನೆಯ ನೇಮಕಾತಿ ಪ್ರಕ್ರಿಯೆಯನ್ನು ಗುತ್ತಿಗೆ ಆಧಾರದಲ್ಲಿ ನಡೆಸುವುದು ದೇಶದ ಭದ್ರತೆಗೆ ಮಾರಕ. ಯುವಜನರ ಭವಿಷ್ಯದ ಜೊತೆ ಚೆಲ್ಲಾಟವಾಡುವುದು ಸರಿಯಲ್ಲ. ದೇಶಕ್ಕಾಗಿ ಪ್ರಾಣ ನೀಡಲು ಸಿದ್ಧರಾಗಿರುವ ಸೈನಿಕರ ಸೇವೆಯನ್ನು ನಾಲ್ಕು ವರ್ಷಕ್ಕೆ ಸೀಮಿತಗೊಳಿಸುವುದು ಅವರಿಗೆ ಮಾಡುವ ಅವಮಾನ ಎಂದು ಟೀಕಿಸಿದ್ದಾರೆ. [1100,489,1476,581]
radio-label: ಬೆಳಗ್ಗೆ : [1012,1583,1046,1596]
event-label: ಶ್ರೀಗುರು ಸಂಗೀತ ಕಲಾ ಮತ್ತು ನೃತ್ಯ ಸಂಘ : [1012,1998,1169,2011]
lead-headline: ರೈಲುಗಳಿಗೆ ಬೆಂಕಿ, ಪೊಲೀಸ್ ಗುಂಡಿಗೆ ಸಿಕಂದರಾಬಾದ್‌ನಲ್ಲಿ ಓರ್ವ ಬಲಿ [642,191,1321,226]
yellow-dot [776,2327,788,2339]
black-dot [1447,2327,1458,2339]
hilife-body-bottom-right [883,1025,1076,1072]
registration-marks [742,2327,887,2345]
page-label-box [80,86,185,128]
story2-title-line2: ಆಗ್ರಹಿಸಿ ಕನ್ನಡ ಚಳವಳಿಗಾರರ ಪ್ರತಿಭಟನೆ [143,906,395,929]
story1-subtitle: ಸಂಸದ ಪ್ರಸಾದ್ ಸಿಂಹ ಬೇಸರದ ನುಡಿ [160,227,378,248]
event-label: ಎಸ್.ಎ. ಬಿಲ್ಡರ್ಸ್ ಎಂ.ಎ.ಬಿ.ಎಂ ಅಂಡ್ ವೆಲ್‌ಫೇರ್ ಅಸೋಸಿಯೇಷನ್, ಮೈಸೂರು ವಿಭಾಗ : [492,1942,844,1956]
lead-photo [684,237,1079,449]
event-label: ಕರ್ನಾಟಕ ವಸ್ತುಪ್ರದರ್ಶನ ಪ್ರಾಧಿಕಾರ : [492,1907,640,1921]
yoga-body [1300,825,1484,1072]
lead-body-left-text: ನವದೆಹಲಿ, ಜೂ.17– ಸೇನಾ ನೇಮಕಾತಿ ಅಗ್ನಿಪಥ್ ಹೆಸರಿನ ಯೋಜನೆಯ ವಿರುದ್ಧ ದೇಶಾದ್ಯಂತ ಪ್ರತಿಭಟನೆ ತೀವ್ರಗೊಂಡಿದೆ. ಕೇಂದ್ರ ಸರ್ಕಾರದ ಹೊಸ ಸೇನಾ ಯೋಜನೆಯ ವಿರುದ್ಧ ಪ್ರತಿಭಟನೆಗೆ ಇಳಿದಿರುವ ಸೇನಾ ಆಕಾಂಕ್ಷಿಗಳು ಹಲವು ರಾಜ್ಯಗಳಲ್ಲಿ ರೈಲುಗಳಿಗೆ ಬೆಂಕಿ ಹಚ್ಚಿದ್ದಾರೆ. ಸಿಕಂದರಾಬಾದ್ ರೈಲು ನಿಲ್ದಾಣದಲ್ಲಿ ಪ್ರತಿಭಟನಾಕಾರರು ಬೋಗಿಗಳಿಗೆ ಬೆಂಕಿ ಹಚ್ಚಿದ್ದು, ಪೊಲೀಸರು ಗುಂಡು ಹಾರಿಸಿದ ಪರಿಣಾಮ ಓರ್ವ ಯುವಕ ಸಾವನ್ನಪ್ಪಿದ್ದು, ಹಲವರು ಗಾಯಗೊಂಡಿದ್ದಾರೆ. ಬಿಹಾರ, ಉತ್ತರ ಪ್ರದೇಶ, ಹರಿಯಾಣ, ಮಧ್ಯ ಪ್ರದೇಶ ಸೇರಿದಂತೆ ಹಲವು ರಾಜ್ಯಗಳಲ್ಲಿ ಪ್ರತಿಭಟನೆ ಹಿಂಸಾರೂಪಕ್ಕೆ ತಿರುಗಿದ್ದು, ರೈಲ್ವೆ ಆಸ್ತಿಗಳಿಗೆ ಭಾರೀ ಹಾನಿಯಾಗಿದೆ. ಹಲವು ರೈಲುಗಳ ಸಂಚಾರ ರದ್ದುಗೊಂಡಿದೆ. [481,238,676,455]
panchanga-line2: ಶ್ರೀ ಶುಭಕೃತನಾಮ ಸಂವತ್ಸರ, ಉತ್ತರಾಯಣ, ಗ್ರೀಷ್ಮ ಋತು, ಜ್ಯೇಷ್ಠ ಮಾಸ, ಕೃಷ್ಣ ಪಕ್ಷ, [577,1827,915,1841]
story2-body [86,1098,458,1348]
